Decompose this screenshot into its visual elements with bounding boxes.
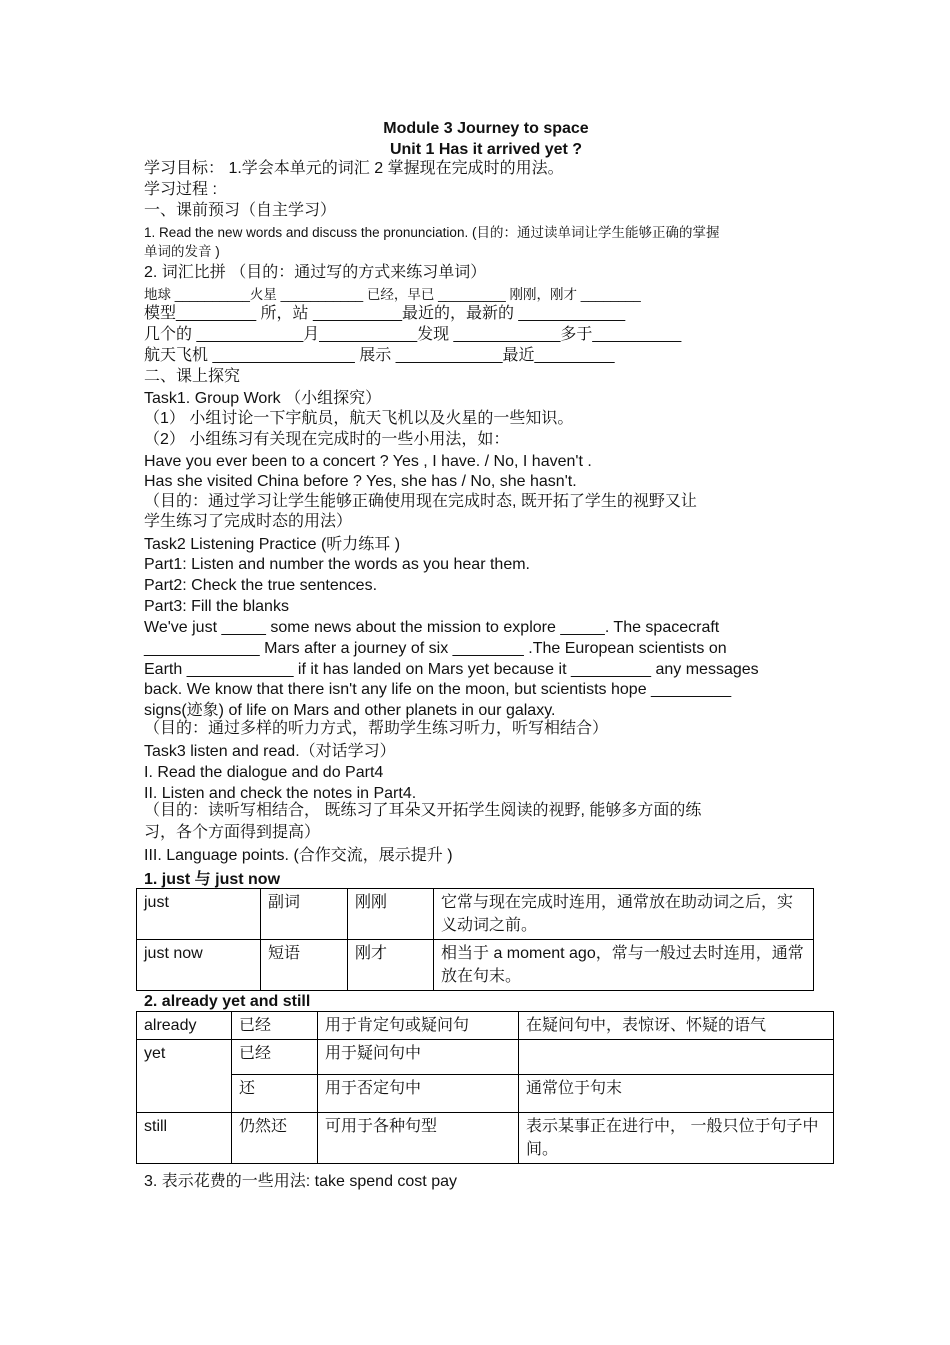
vocab-row-3: 几个的 ____________月___________发现 ____________多于__________ xyxy=(144,326,682,343)
read-words-line-1: 1. Read the new words and discuss the pronunciation. (目的：通过读单词让学生能够正确的掌握 xyxy=(144,225,720,240)
table-cell: 短语 xyxy=(261,940,348,991)
table-row xyxy=(137,1075,834,1113)
point-3-heading: 3. 表示花费的一些用法: take spend cost pay xyxy=(144,1173,457,1190)
table-cell: 仍然还 xyxy=(232,1113,318,1164)
fill-line-3: Earth ____________ if it has landed on Mars yet because it _________ any messages xyxy=(144,661,759,678)
table-row xyxy=(137,1012,834,1040)
table-row xyxy=(137,1040,834,1075)
aim-1-line-1: （目的：通过学习让学生能够正确使用现在完成时态, 既开拓了学生的视野又让 xyxy=(144,493,697,510)
table-cell: already xyxy=(137,1012,232,1040)
task1-item-2: （2） 小组练习有关现在完成时的一些小用法，如： xyxy=(144,431,510,448)
table-cell: 已经 xyxy=(232,1012,318,1040)
vocab-row-1: 地球 __________火星 ___________ 已经，早已 _________ 刚刚，刚才 ________ xyxy=(144,287,641,302)
learning-goal: 学习目标： 1.学会本单元的词汇 2 掌握现在完成时的用法。 xyxy=(144,160,564,177)
table-row xyxy=(137,940,814,991)
part1: Part1: Listen and number the words as you hear them. xyxy=(144,556,530,573)
task1-heading: Task1. Group Work （小组探究） xyxy=(144,390,382,407)
table-cell: 刚才 xyxy=(348,940,434,991)
point-2-heading: 2. already yet and still xyxy=(144,993,311,1010)
point-1-heading: 1. just 与 just now xyxy=(144,871,281,888)
fill-line-1: We've just _____ some news about the mission to explore _____. The spacecraft xyxy=(144,619,720,636)
table-cell: 相当于 a moment ago，常与一般过去时连用，通常放在句末。 xyxy=(434,940,814,991)
table-cell: just now xyxy=(137,940,261,991)
table-row xyxy=(137,1113,834,1164)
just-table xyxy=(136,888,814,991)
table-cell: 还 xyxy=(232,1075,318,1113)
read-dialogue: I. Read the dialogue and do Part4 xyxy=(144,764,384,781)
table-cell: 已经 xyxy=(232,1040,318,1075)
vocab-row-2: 模型_________ 所，站 __________最近的，最新的 ____________ xyxy=(144,305,626,322)
fill-line-2: _____________ Mars after a journey of six ________ .The European scientists on xyxy=(144,640,727,657)
read-words-line-2: 单词的发音 ) xyxy=(144,244,220,259)
aim-3-line-2: 习，各个方面得到提高） xyxy=(144,824,321,841)
table-cell: 它常与现在完成时连用，通常放在助动词之后，实义动词之前。 xyxy=(434,889,814,940)
vocab-heading: 2. 词汇比拼 （目的：通过写的方式来练习单词） xyxy=(144,264,487,281)
learning-process: 学习过程 : xyxy=(144,181,217,198)
table-cell: 可用于各种句型 xyxy=(318,1113,519,1164)
task1-item-1: （1） 小组讨论一下宇航员，航天飞机以及火星的一些知识。 xyxy=(144,410,574,427)
section-2-heading: 二、课上探究 xyxy=(144,368,241,385)
table-cell: 副词 xyxy=(261,889,348,940)
task2-heading: Task2 Listening Practice (听力练耳 ) xyxy=(144,536,401,553)
table-cell: 用于疑问句中 xyxy=(318,1040,519,1075)
fill-line-5: signs(迹象) of life on Mars and other planets in our galaxy. xyxy=(144,702,556,719)
table-cell: just xyxy=(137,889,261,940)
table-cell: yet xyxy=(137,1040,232,1113)
table-cell: 刚刚 xyxy=(348,889,434,940)
language-points: III. Language points. (合作交流，展示提升 ) xyxy=(144,847,453,864)
aim-1-line-2: 学生练习了完成时态的用法） xyxy=(144,513,353,530)
table-cell: 用于肯定句或疑问句 xyxy=(318,1012,519,1040)
listen-check: II. Listen and check the notes in Part4. xyxy=(144,785,417,802)
task3-heading: Task3 listen and read.（对话学习） xyxy=(144,743,396,760)
aim-3-line-1: （目的：读听写相结合， 既练习了耳朵又开拓学生阅读的视野, 能够多方面的练 xyxy=(144,802,702,819)
already-yet-still-table xyxy=(136,1011,834,1164)
aim-2: （目的：通过多样的听力方式，帮助学生练习听力，听写相结合） xyxy=(144,720,609,737)
fill-line-4: back. We know that there isn't any life on the moon, but scientists hope _________ xyxy=(144,681,732,698)
table-cell: still xyxy=(137,1113,232,1164)
vocab-row-4: 航天飞机 ________________ 展示 ____________最近_________ xyxy=(144,347,615,364)
module-title: Module 3 Journey to space xyxy=(383,120,589,137)
unit-title: Unit 1 Has it arrived yet ? xyxy=(389,141,583,158)
example-2: Has she visited China before ? Yes, she has / No, she hasn't. xyxy=(144,473,577,490)
table-cell: 在疑问句中，表惊讶、怀疑的语气 xyxy=(519,1012,834,1040)
table-cell: 用于否定句中 xyxy=(318,1075,519,1113)
table-row xyxy=(137,889,814,940)
part3: Part3: Fill the blanks xyxy=(144,598,289,615)
example-1: Have you ever been to a concert ? Yes , I have. / No, I haven't . xyxy=(144,453,592,470)
section-1-heading: 一、课前预习（自主学习） xyxy=(144,202,337,219)
table-cell: 表示某事正在进行中， 一般只位于句子中间。 xyxy=(519,1113,834,1164)
table-cell xyxy=(519,1040,834,1075)
part2: Part2: Check the true sentences. xyxy=(144,577,378,594)
table-cell: 通常位于句末 xyxy=(519,1075,834,1113)
